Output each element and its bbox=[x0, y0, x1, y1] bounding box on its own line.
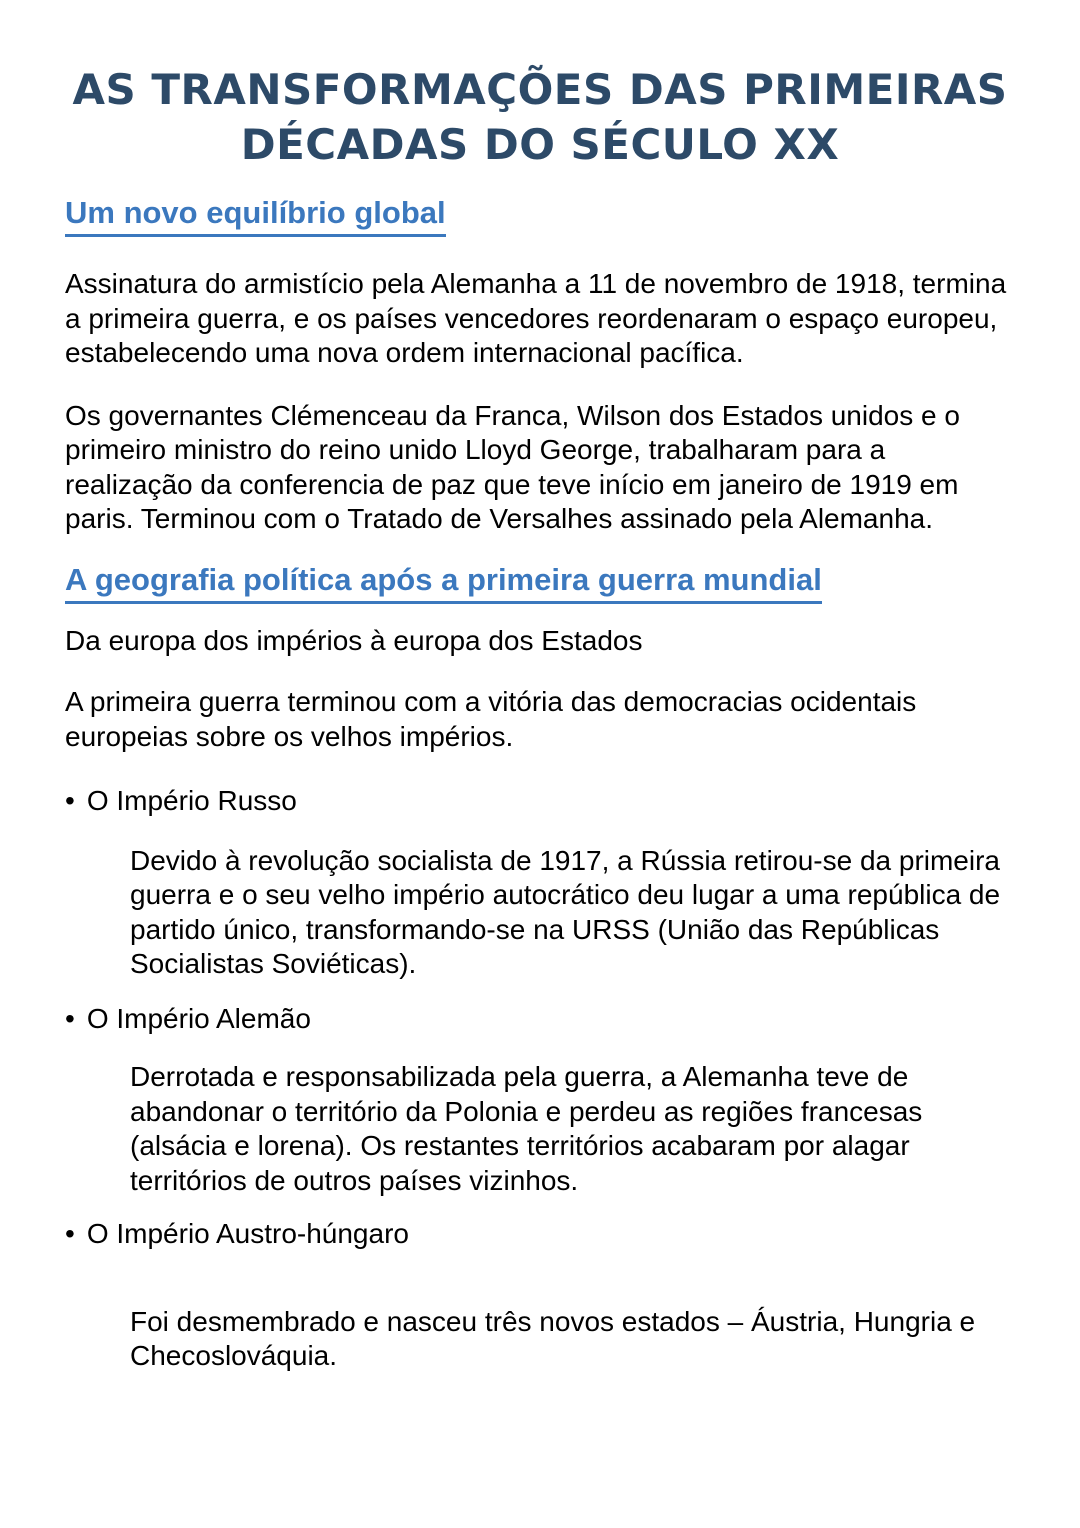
bullet-detail-austro-hungarian-empire: Foi desmembrado e nasceu três novos estados – Áustria, Hungria e Checoslováquia. bbox=[130, 1305, 976, 1371]
paragraph-empires-to-states: Da europa dos impérios à europa dos Estados bbox=[65, 624, 643, 656]
bullet-item-austro-hungarian-empire bbox=[65, 1217, 1015, 1252]
bullet-label-austro-hungarian-empire: O Império Austro-húngaro bbox=[86, 1218, 409, 1249]
bullet-marker-icon: • bbox=[65, 1002, 75, 1034]
bullet-label-german-empire: O Império Alemão bbox=[86, 1002, 311, 1034]
page-title-line-2: DÉCADAS DO SÉCULO XX bbox=[240, 120, 840, 169]
page-title bbox=[65, 62, 1015, 172]
bullet-detail-german-empire: Derrotada e responsabilizada pela guerra, a Alemanha teve de abandonar o território da Polonia e perdeu as regiões francesas (alsácia e lorena). Os restantes territórios acabaram por alagar territórios de outros países vizinhos. bbox=[130, 1061, 923, 1196]
bullet-item-german-empire bbox=[65, 1002, 1015, 1037]
section-heading-equilibrio-text: Um novo equilíbrio global bbox=[65, 194, 446, 237]
paragraph-armistice: Assinatura do armistício pela Alemanha a 11 de novembro de 1918, termina a primeira guerra, e os países vencedores reordenaram o espaço europeu, estabelecendo uma nova ordem internacional pacífica. bbox=[65, 268, 1007, 368]
bullet-marker-icon: • bbox=[65, 785, 75, 816]
bullet-label-russian-empire: O Império Russo bbox=[86, 785, 297, 816]
bullet-marker-icon: • bbox=[65, 1218, 75, 1249]
paragraph-war-outcome: A primeira guerra terminou com a vitória das democracias ocidentais europeias sobre os velhos impérios. bbox=[65, 686, 917, 752]
section-heading-equilibrio bbox=[65, 194, 1015, 237]
section-heading-geografia bbox=[65, 561, 1015, 604]
page-title-line-1: AS TRANSFORMAÇÕES DAS PRIMEIRAS bbox=[72, 65, 1008, 114]
bullet-detail-russian-empire: Devido à revolução socialista de 1917, a Rússia retirou-se da primeira guerra e o seu velho império autocrático deu lugar a uma república de partido único, transformando-se na URSS (União das Repúblicas Socialistas Soviéticas). bbox=[130, 844, 1001, 979]
section-political-geography bbox=[65, 561, 1015, 1374]
section-heading-geografia-text: A geografia política após a primeira guerra mundial bbox=[65, 561, 822, 604]
bullet-item-russian-empire bbox=[65, 784, 1015, 819]
paragraph-peace-conference: Os governantes Clémenceau da Franca, Wilson dos Estados unidos e o primeiro ministro do reino unido Lloyd George, trabalharam para a realização da conferencia de paz que teve início em janeiro de 1919 em paris. Terminou com o Tratado de Versalhes assinado pela Alemanha. bbox=[65, 399, 960, 534]
section-new-global-balance bbox=[65, 194, 1015, 537]
